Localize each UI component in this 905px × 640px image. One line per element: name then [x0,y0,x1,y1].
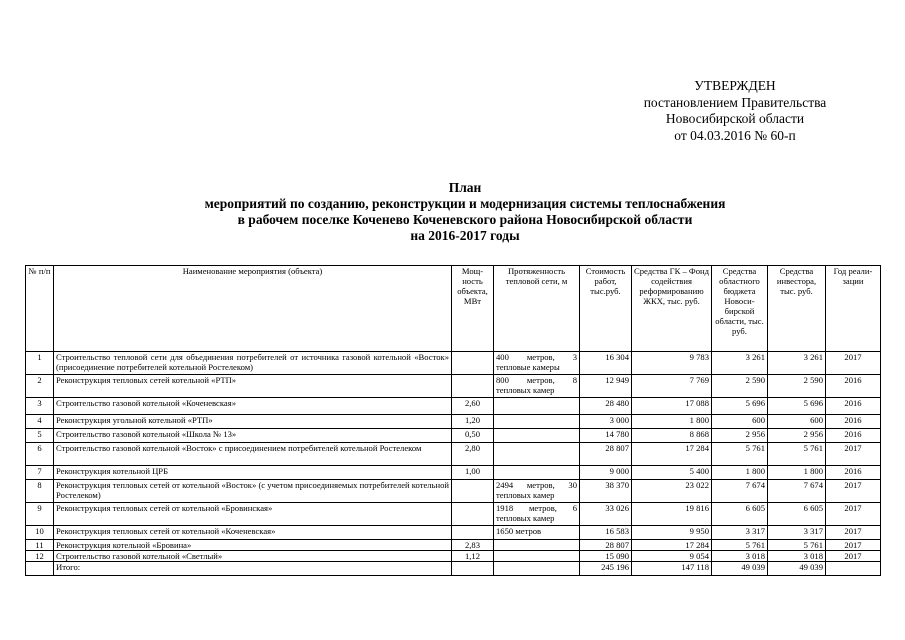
title-line: План [448,180,482,195]
cell-num [26,562,54,576]
cell-length [494,443,580,466]
cell-num: 7 [26,466,54,480]
cell-name: Строительство газовой котельной «Коченевская» [54,398,452,415]
cell-regional: 6 605 [712,503,768,526]
cell-regional: 3 261 [712,352,768,375]
cell-fund: 9 950 [632,526,712,540]
cell-length [494,551,580,562]
table-row [26,551,881,562]
cell-name: Реконструкция угольной котельной «РТП» [54,415,452,429]
cell-cost: 15 090 [580,551,632,562]
cell-name: Строительство газовой котельной «Светлый» [54,551,452,562]
cell-num: 8 [26,480,54,503]
table-header-row [26,266,881,352]
cell-year: 2016 [826,466,881,480]
approval-line: постановлением Правительства [643,94,827,110]
total-row [26,562,881,576]
approval-date: от 04.03.2016 № 60-п [674,127,796,143]
cell-length: 1918 метров, 6 тепловых камер [494,503,580,526]
cell-investor: 49 039 [768,562,826,576]
cell-cost: 16 583 [580,526,632,540]
header-cost: Стоимость работ, тыс.руб. [580,266,632,352]
cell-name: Реконструкция тепловых сетей от котельной «Бровинская» [54,503,452,526]
header-name: Наименование мероприятия (объекта) [54,266,452,352]
header-fund: Средства ГК – Фонд содействия реформированию ЖКХ, тыс. руб. [632,266,712,352]
cell-power: 0,50 [452,429,494,443]
table-row [26,375,881,398]
cell-investor: 5 696 [768,398,826,415]
cell-regional: 49 039 [712,562,768,576]
cell-year: 2017 [826,551,881,562]
cell-year: 2016 [826,429,881,443]
cell-power [452,526,494,540]
cell-year: 2017 [826,443,881,466]
cell-fund: 1 800 [632,415,712,429]
cell-name: Итого: [54,562,452,576]
cell-length [494,466,580,480]
cell-name: Реконструкция котельной «Бровина» [54,540,452,551]
cell-fund: 17 088 [632,398,712,415]
cell-investor: 5 761 [768,540,826,551]
cell-name: Реконструкция тепловых сетей от котельной «Коченевская» [54,526,452,540]
title-line: в рабочем поселке Коченево Коченевского района Новосибирской области [237,212,693,227]
cell-power [452,375,494,398]
cell-investor: 600 [768,415,826,429]
cell-fund: 23 022 [632,480,712,503]
cell-fund: 17 284 [632,443,712,466]
cell-num: 6 [26,443,54,466]
cell-regional: 5 761 [712,540,768,551]
cell-power [452,503,494,526]
cell-investor: 2 956 [768,429,826,443]
title-line: на 2016-2017 годы [410,228,520,243]
cell-length [494,429,580,443]
table-row [26,526,881,540]
cell-cost: 28 807 [580,443,632,466]
cell-fund: 9 783 [632,352,712,375]
cell-cost: 12 949 [580,375,632,398]
cell-fund: 5 400 [632,466,712,480]
cell-fund: 9 054 [632,551,712,562]
header-year: Год реали-зации [826,266,881,352]
cell-cost: 28 480 [580,398,632,415]
cell-length [494,398,580,415]
cell-num: 12 [26,551,54,562]
table-row [26,398,881,415]
document-title [150,180,780,244]
approval-stamp [600,78,870,144]
cell-power: 2,83 [452,540,494,551]
cell-fund: 7 769 [632,375,712,398]
cell-fund: 17 284 [632,540,712,551]
cell-investor: 7 674 [768,480,826,503]
cell-regional: 1 800 [712,466,768,480]
table-row [26,415,881,429]
cell-cost: 245 196 [580,562,632,576]
cell-length: 2494 метров, 30 тепловых камер [494,480,580,503]
cell-cost: 3 000 [580,415,632,429]
cell-investor: 6 605 [768,503,826,526]
table-row [26,466,881,480]
cell-regional: 2 956 [712,429,768,443]
cell-regional: 600 [712,415,768,429]
cell-power: 2,60 [452,398,494,415]
cell-length [494,415,580,429]
cell-length: 1650 метров [494,526,580,540]
cell-cost: 28 807 [580,540,632,551]
cell-year: 2016 [826,375,881,398]
cell-num: 11 [26,540,54,551]
cell-name: Реконструкция тепловых сетей котельной «РТП» [54,375,452,398]
cell-cost: 33 026 [580,503,632,526]
cell-fund: 147 118 [632,562,712,576]
cell-investor: 3 018 [768,551,826,562]
cell-cost: 38 370 [580,480,632,503]
cell-num: 9 [26,503,54,526]
cell-power [452,562,494,576]
cell-length [494,562,580,576]
cell-regional: 3 317 [712,526,768,540]
cell-investor: 1 800 [768,466,826,480]
cell-regional: 3 018 [712,551,768,562]
cell-name: Строительство газовой котельной «Восток» с присоединением потребителей котельной Ростелеком [54,443,452,466]
cell-cost: 16 304 [580,352,632,375]
cell-power: 1,20 [452,415,494,429]
cell-num: 1 [26,352,54,375]
cell-power [452,352,494,375]
cell-year: 2016 [826,398,881,415]
table-row [26,352,881,375]
cell-name: Реконструкция котельной ЦРБ [54,466,452,480]
cell-length [494,540,580,551]
cell-cost: 14 780 [580,429,632,443]
cell-num: 2 [26,375,54,398]
cell-power: 2,80 [452,443,494,466]
title-line: мероприятий по созданию, реконструкции и модернизация системы теплоснабжения [204,196,726,211]
table-row [26,540,881,551]
header-investor: Средства инвестора, тыс. руб. [768,266,826,352]
cell-regional: 5 696 [712,398,768,415]
cell-regional: 5 761 [712,443,768,466]
approval-line: Новосибирской области [665,111,805,126]
cell-year: 2017 [826,352,881,375]
cell-year: 2016 [826,415,881,429]
cell-name: Строительство газовой котельной «Школа № 13» [54,429,452,443]
table-row [26,480,881,503]
approval-heading: УТВЕРЖДЕН [694,78,776,93]
cell-length: 800 метров, 8 тепловых камер [494,375,580,398]
table-row [26,503,881,526]
cell-investor: 5 761 [768,443,826,466]
cell-num: 4 [26,415,54,429]
header-num: № п/п [26,266,54,352]
table-row [26,429,881,443]
cell-num: 5 [26,429,54,443]
cell-power [452,480,494,503]
cell-cost: 9 000 [580,466,632,480]
header-length: Протяженность тепловой сети, м [494,266,580,352]
cell-investor: 2 590 [768,375,826,398]
cell-year: 2017 [826,526,881,540]
header-regional: Средства областного бюджета Новоси-бирской области, тыс. руб. [712,266,768,352]
cell-name: Реконструкция тепловых сетей от котельной «Восток» (с учетом присоединяемых потребителей котельной Ростелеком) [54,480,452,503]
cell-power: 1,00 [452,466,494,480]
cell-year: 2017 [826,480,881,503]
cell-num: 10 [26,526,54,540]
cell-name: Строительство тепловой сети для объединения потребителей от источника газовой котельной «Восток» (присоединение потребителей котельной Ростелеком) [54,352,452,375]
cell-num: 3 [26,398,54,415]
cell-year: 2017 [826,503,881,526]
cell-investor: 3 261 [768,352,826,375]
cell-year: 2017 [826,540,881,551]
cell-fund: 8 868 [632,429,712,443]
cell-regional: 2 590 [712,375,768,398]
plan-table [25,265,881,576]
cell-investor: 3 317 [768,526,826,540]
cell-power: 1,12 [452,551,494,562]
cell-length: 400 метров, 3 тепловые камеры [494,352,580,375]
header-power: Мощ-ность объекта, МВт [452,266,494,352]
cell-year [826,562,881,576]
cell-regional: 7 674 [712,480,768,503]
cell-fund: 19 816 [632,503,712,526]
table-row [26,443,881,466]
